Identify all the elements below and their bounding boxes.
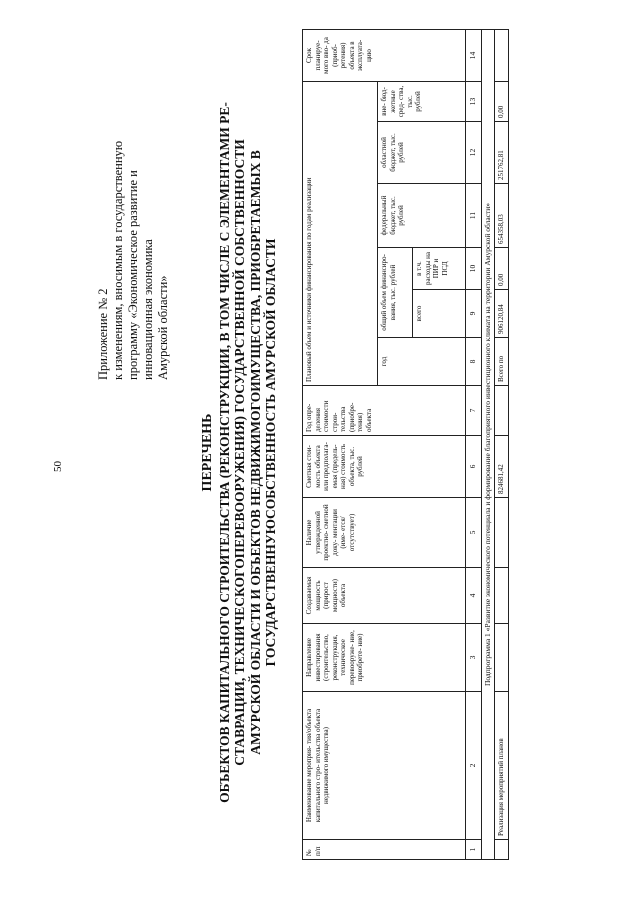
- col-number: 1: [466, 840, 482, 860]
- title-line: ГОСУДАРСТВЕННУЮСОБСТВЕННОСТЬ АМУРСКОЙ ОБЛАСТИ: [263, 238, 278, 667]
- header-docs: Наличие утвержденной проектно- сметной доку- ментации (име- ется/ отсутствует): [303, 498, 466, 568]
- page-number: 50: [52, 461, 64, 472]
- col-number: 5: [466, 498, 482, 568]
- header-term: Срок планируе- мого вво- да (приоб- ретения) объекта в эксплуата- цию: [303, 30, 466, 82]
- header-plan: Плановый объем и источники финансирования по годам реализации: [303, 82, 378, 386]
- title-line: СТАВРАЦИИ, ТЕХНИЧЕСКОГОПЕРЕВООРУЖЕНИЯ) ГОСУДАРСТВЕННОЙ СОБСТВЕННОСТИ: [232, 139, 247, 766]
- header-offbudget: вне- бюд- жетные сред- ства, тыс. рублей: [378, 82, 466, 122]
- col-number: 11: [466, 184, 482, 248]
- appendix-line: инновационная экономика: [141, 239, 155, 380]
- header-year-estimate: Год опре- деления стоимости строи- тельства (приобре- тения) объекта: [303, 386, 466, 436]
- col-number: 14: [466, 30, 482, 82]
- col-number: 10: [466, 248, 482, 290]
- row-name: Реализация мероприятий планов: [495, 692, 509, 840]
- header-total: общий объем финансиро- вания, тыс. рублей: [378, 248, 413, 338]
- row-incl: 0,00: [495, 248, 509, 290]
- appendix-line: программу «Экономическое развитие и: [126, 170, 140, 380]
- appendix-line: Амурской области»: [156, 275, 170, 380]
- col-number: 4: [466, 568, 482, 624]
- header-no: № п/п: [303, 840, 466, 860]
- header-incl: в т.ч. расходы на ПИР и ПСД: [413, 248, 466, 290]
- header-regional: областной бюджет, тыс. рублей: [378, 122, 466, 184]
- row-total: 906120,84: [495, 290, 509, 338]
- col-number: 13: [466, 82, 482, 122]
- col-number: 7: [466, 386, 482, 436]
- col-number: 3: [466, 624, 482, 692]
- appendix-note: [96, 40, 171, 380]
- col-number: 8: [466, 338, 482, 386]
- header-all: всего: [413, 290, 466, 338]
- header-year: год: [378, 338, 466, 386]
- row-federal: 654358,03: [495, 184, 509, 248]
- title-heading: ПЕРЕЧЕНЬ: [200, 413, 215, 492]
- row-regional: 251762,81: [495, 122, 509, 184]
- title-line: ОБЪЕКТОВ КАПИТАЛЬНОГО СТРОИТЕЛЬСТВА (РЕКОНСТРУКЦИИ, В ТОМ ЧИСЛЕ С ЭЛЕМЕНТАМИ РЕ-: [216, 102, 232, 803]
- col-number: 12: [466, 122, 482, 184]
- col-number: 9: [466, 290, 482, 338]
- header-capacity: Создаваемая мощность (прирост мощности) объекта: [303, 568, 466, 624]
- row-estimate: 824681,42: [495, 436, 509, 498]
- row-year: Всего по: [495, 338, 509, 386]
- header-federal: федеральный бюджет, тыс. рублей: [378, 184, 466, 248]
- table-row: [495, 30, 509, 860]
- title-line: АМУРСКОЙ ОБЛАСТИ И ОБЪЕКТОВ НЕДВИЖИМОГОИМУЩЕСТВА, ПРИОБРЕТАЕМЫХ В: [247, 150, 263, 755]
- header-estimate: Сметная стои- мость объекта или предполага- емая (предель- ная) стоимость объекта, тыс. рублей: [303, 436, 466, 498]
- col-number: 2: [466, 692, 482, 840]
- appendix-line: Приложение № 2: [96, 288, 110, 380]
- appendix-line: к изменениям, вносимым в государственную: [111, 140, 125, 380]
- subprogram-row: Подпрограмма 1 «Развитие экономического потенциала и формирование благоприятного инвестиционного климата на территории Амурской области»: [481, 30, 495, 860]
- document-title: [200, 60, 279, 845]
- col-number: 6: [466, 436, 482, 498]
- header-direction: Направление инвестирования (строительство, реконструкция, техническое перевооруже- ние, приобрете- ние): [303, 624, 466, 692]
- objects-table: [302, 29, 509, 860]
- header-name: Наименование мероприя- тия/объекта капитального стро- ительства объекта недвижимого имущества): [303, 692, 466, 840]
- row-offbudget: 0,00: [495, 82, 509, 122]
